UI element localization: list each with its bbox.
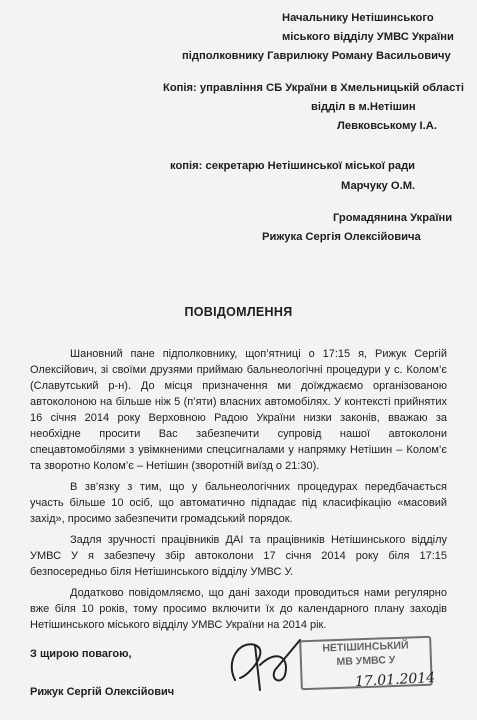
body-paragraph-4: Додатково повідомляємо, що дані заходи проводиться нами регулярно вже біля 10 років, тому просимо включити їх до календарного плану заходів Нетішинського міського відділу УМВС України на 2014 рік. (30, 587, 447, 631)
stamp-line-1: НЕТІШИНСЬКИЙ (322, 639, 409, 655)
addressee-line-2: міського відділу УМВС України (282, 31, 454, 43)
copy-sbu-line-3: Левковському І.А. (337, 120, 437, 132)
closing-greeting: З щирою повагою, (30, 648, 132, 660)
sender-line-2: Рижука Сергія Олексійовича (262, 231, 421, 243)
document-title: ПОВІДОМЛЕННЯ (184, 305, 293, 319)
copy-sbu-line-2: відділ в м.Нетішин (311, 101, 416, 113)
body-paragraph-2: В зв’язку з тим, що у бальнеологічних процедурах передбачається участь більше 10 осіб, що автоматично підпадає під класифікацію «масовий захід», просимо забезпечити громадський порядок. (30, 481, 447, 525)
handwritten-date: 17.01.2014 (354, 669, 436, 691)
copy-council-line-1: копія: секретарю Нетішинської міської ради (170, 160, 416, 172)
addressee-line-1: Начальнику Нетішинського (282, 12, 434, 24)
handwritten-signature (215, 620, 305, 700)
closing-signatory: Рижук Сергій Олексійович (30, 686, 175, 698)
copy-sbu-line-1: Копія: управління СБ України в Хмельницькій області (163, 82, 464, 94)
letter-body (30, 346, 447, 638)
body-paragraph-3: Задля зручності працівників ДАІ та працівників Нетішинського відділу УМВС У я забезпечу збір автоколони 17 січня 2014 року біля 17:15 безпосередньо біля Нетішинського відділу УМВС У. (30, 534, 447, 578)
stamp-line-2: МВ УМВС У (336, 653, 396, 669)
addressee-line-3: підполковнику Гаврилюку Роману Васильовичу (182, 50, 451, 62)
sender-line-1: Громадянина України (333, 212, 453, 224)
body-paragraph-1: Шановний пане підполковнику, щоп’ятниці о 17:15 я, Рижук Сергій Олексійович, зі своїми друзями приймаю бальнеологічні процедури у с. Колом’є (Славутський р-н). До місця призначення ми доїжджаємо організованою автоколоною на більше ніж 5 (п’яти) власних автомобілях. У контексті прийнятих 16 січня 2014 року Верховною Радою України низки законів, вважаю за необхідне просити Вас забезпечити супровід нашої автоколони спецавтомобілями з увімкненими спецсигналами у напрямку Нетішин – Колом’є та зворотно Колом’є – Нетішин (зворотній виїзд о 21:30). (30, 348, 447, 472)
copy-council-line-2: Марчуку О.М. (341, 180, 416, 192)
